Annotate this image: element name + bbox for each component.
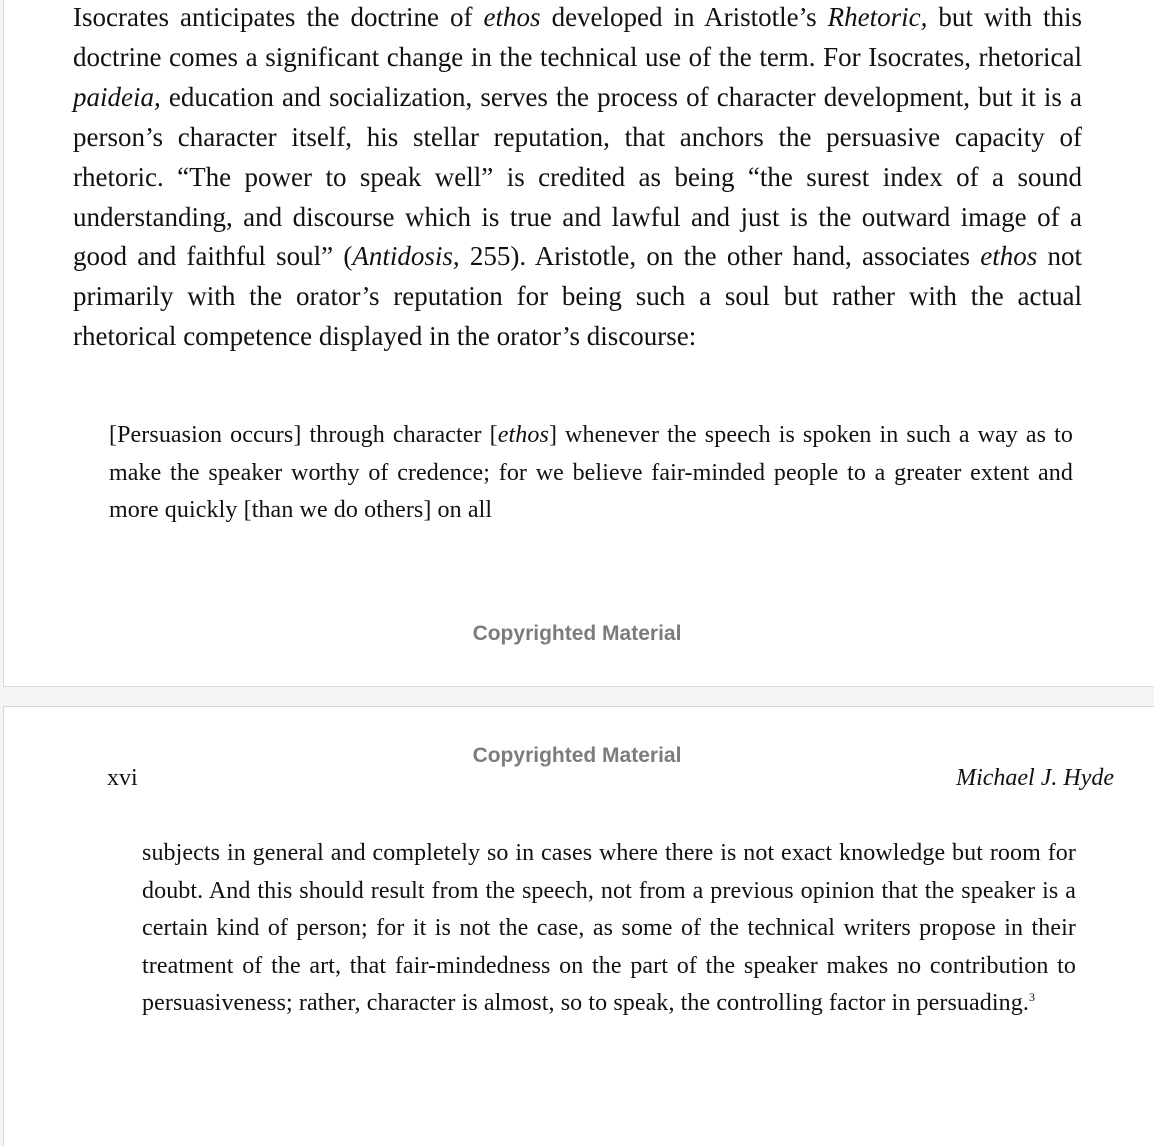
cut-off-text-line [142, 1116, 1076, 1130]
italic-term: paideia, [73, 81, 161, 112]
italic-term: ethos [980, 241, 1038, 272]
copyright-watermark-top: Copyrighted Material [472, 622, 682, 645]
block-quote-continued: subjects in general and completely so in cases where there is not exact knowledge but room for doubt. And this should result from the speech, not from a previous opinion that the speaker is a certain kind of person; for it is not the case, as some of the technical writers propose in their treatment of the art, that fair-mindedness on the part of the speaker makes no contribution to persuasiveness; rather, character is almost, so to speak, the controlling factor in persuading.$^3$ [142, 840, 1076, 1016]
italic-term: ethos [483, 2, 541, 32]
running-head-author: Michael J. Hyde [956, 765, 1114, 791]
copyright-watermark-bottom: Copyrighted Material [472, 744, 682, 767]
body-paragraph: Isocrates anticipates the doctrine of ethos developed in Aristotle’s Rhetoric, but with this doctrine comes a significant change in the technical use of the term. For Isocrates, rhetorical paideia, education and socialization, serves the process of character development, but it is a person’s character itself, his stellar reputation, that anchors the persuasive capacity of rhetoric. “The power to speak well” is credited as being “the surest index of a sound understanding, and discourse which is true and lawful and just is the outward image of a good and faithful soul” (Antidosis, 255). Aristotle, on the other hand, associates ethos not primarily with the orator’s reputation for being such a soul but rather with the actual rhetorical competence displayed in the orator’s discourse: [73, 2, 1082, 352]
block-quote-top: [Persuasion occurs] through character [ethos] whenever the speech is spoken in such a way as to make the speaker worthy of credence; for we believe fair-minded people to a greater extent and more quickly [than we do others] on all [109, 422, 1073, 523]
italic-term: ethos [497, 422, 549, 448]
footnote-marker: 3 [1028, 990, 1036, 1004]
italic-term: Rhetoric, [827, 2, 928, 32]
page-number: xvi [107, 765, 138, 791]
italic-term: Antidosis, [352, 241, 460, 272]
